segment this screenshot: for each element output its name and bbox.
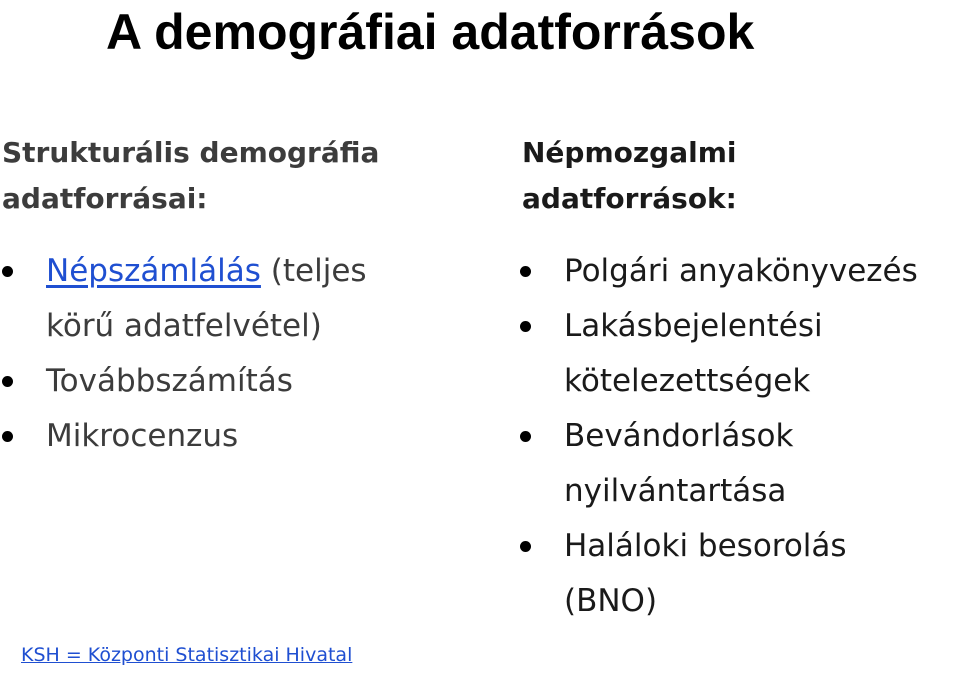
ksh-footnote-link[interactable]: KSH = Központi Statisztikai Hivatal bbox=[21, 644, 353, 666]
bullet-icon bbox=[520, 266, 531, 277]
cause-of-death-line1: Haláloki besorolás bbox=[564, 528, 847, 564]
residence-registration-line2: kötelezettségek bbox=[564, 363, 811, 399]
cause-of-death-line2: (BNO) bbox=[564, 583, 658, 619]
bullet-icon bbox=[520, 321, 531, 332]
bullet-icon bbox=[2, 266, 13, 277]
vital-statistics-sources-list bbox=[518, 244, 960, 629]
page-title: A demográfiai adatforrások bbox=[106, 4, 755, 60]
census-link[interactable]: Népszámlálás bbox=[46, 253, 261, 289]
immigration-records-line1: Bevándorlások bbox=[564, 418, 794, 454]
vital-statistics-sources-heading bbox=[522, 130, 952, 222]
residence-registration-line1: Lakásbejelentési bbox=[564, 308, 823, 344]
list-item-civil-registration bbox=[518, 244, 960, 299]
structural-heading-line1: Strukturális demográfia bbox=[2, 136, 380, 169]
immigration-records-line2: nyilvántartása bbox=[564, 473, 787, 509]
projection-text: Továbbszámítás bbox=[46, 363, 293, 399]
structural-sources-list bbox=[0, 244, 470, 464]
list-item-cause-of-death bbox=[518, 519, 960, 629]
microcensus-text: Mikrocenzus bbox=[46, 418, 239, 454]
bullet-icon bbox=[520, 541, 531, 552]
list-item-census bbox=[0, 244, 470, 354]
census-text-line2: körű adatfelvétel) bbox=[46, 308, 322, 344]
vital-heading-line2: adatforrások: bbox=[522, 182, 737, 215]
list-item-projection bbox=[0, 354, 470, 409]
census-text-after-link: (teljes bbox=[260, 253, 367, 289]
list-item-residence-registration bbox=[518, 299, 960, 409]
list-item-immigration-records bbox=[518, 409, 960, 519]
structural-sources-heading bbox=[2, 130, 462, 222]
bullet-icon bbox=[520, 431, 531, 442]
bullet-icon bbox=[2, 376, 13, 387]
vital-heading-line1: Népmozgalmi bbox=[522, 136, 737, 169]
list-item-microcensus bbox=[0, 409, 470, 464]
structural-heading-line2: adatforrásai: bbox=[2, 182, 208, 215]
civil-registration-text: Polgári anyakönyvezés bbox=[564, 253, 918, 289]
bullet-icon bbox=[2, 431, 13, 442]
